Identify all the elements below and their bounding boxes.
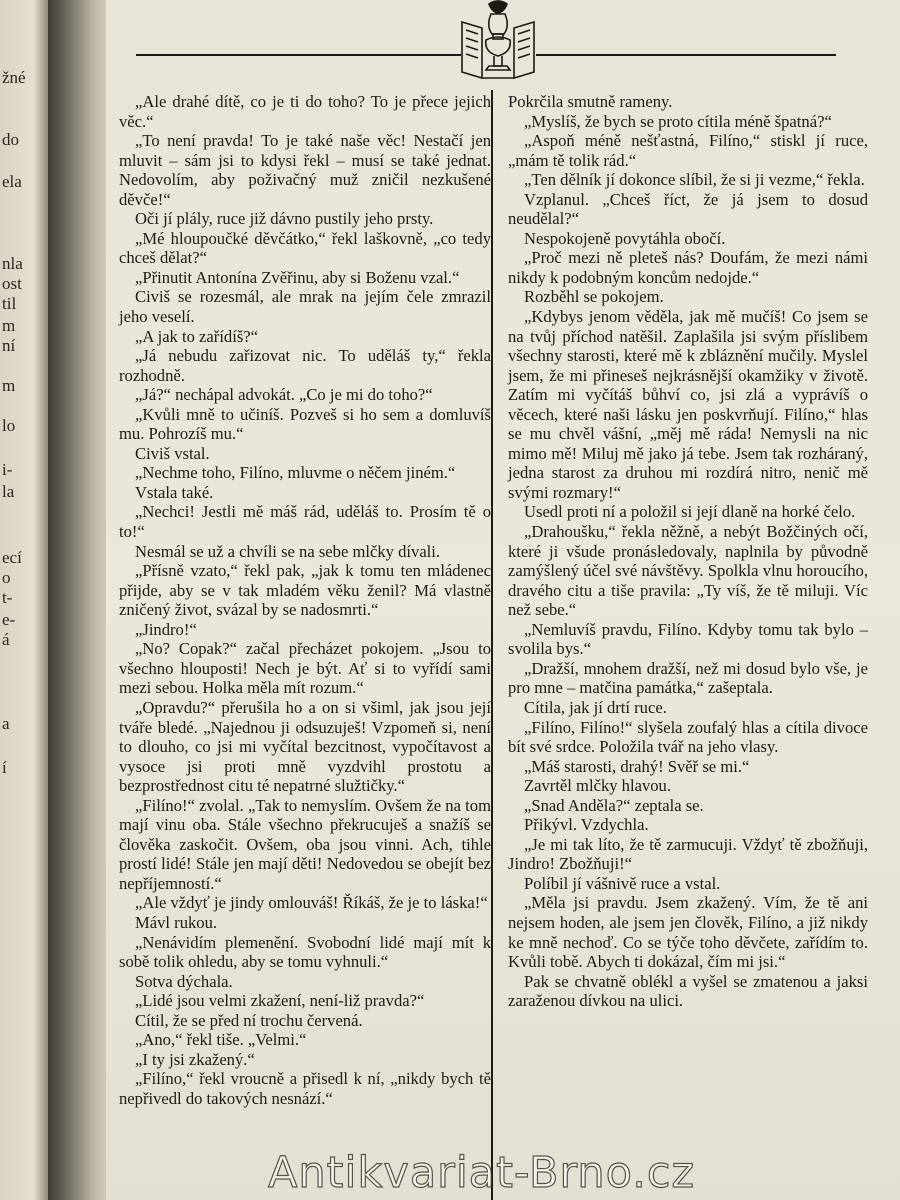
paragraph: „Ano,“ řekl tiše. „Velmi.“ bbox=[135, 1030, 307, 1050]
margin-fragment: a bbox=[2, 714, 10, 733]
paragraph: Nespokojeně povytáhla obočí. bbox=[524, 228, 726, 248]
paragraph: Pokrčila smutně rameny. bbox=[508, 92, 673, 111]
book-page bbox=[106, 0, 900, 1200]
paragraph: „Přísně vzato,“ řekl pak, „jak k tomu ten mládenec přijde, aby se v tak mladém věku ženil? Má vlastně zničený život, svázal by se nadosmrti.“ bbox=[119, 561, 491, 620]
margin-fragment: í bbox=[2, 758, 7, 777]
paragraph: Civiš vstal. bbox=[135, 443, 210, 463]
paragraph: Sotva dýchala. bbox=[135, 971, 233, 991]
paragraph: „Kvůli mně to učiníš. Pozveš si ho sem a domluvíš mu. Pohrozíš mu.“ bbox=[119, 404, 491, 444]
paragraph: „Přinutit Antonína Zvěřinu, aby si Boženu vzal.“ bbox=[135, 267, 460, 287]
paragraph: „I ty jsi zkažený.“ bbox=[135, 1049, 255, 1069]
paragraph: „Drahoušku,“ řekla něžně, a nebýt Božčiných očí, které ji všude pronásledovaly, naplnila by původně zamýšlený účel své návštěvy. Spolkla vlnu horoucího, dravého citu a tiše pravila: „Ty víš, že tě miluji. Víc než sebe.“ bbox=[508, 522, 868, 620]
paragraph: „Filíno!“ zvolal. „Tak to nemyslím. Ovšem že na tom mají vinu oba. Stále všechno překrucuješ a snažíš se člověka zaskočit. Ovšem, oba jsou vinni. Ach, tihle prostí lidé! Stále jen mají děti! Nedovedou se obejít bez nepříjemností.“ bbox=[119, 795, 491, 893]
margin-fragment: la bbox=[2, 482, 15, 501]
paragraph: Přikývl. Vzdychla. bbox=[524, 815, 649, 835]
right-text-column bbox=[508, 92, 868, 1011]
paragraph: „Myslíš, že bych se proto cítila méně špatná?“ bbox=[524, 111, 832, 131]
paragraph: „Nechme toho, Filíno, mluvme o něčem jiném.“ bbox=[135, 463, 456, 483]
paragraph: Nesmál se už a chvíli se na sebe mlčky dívali. bbox=[135, 541, 441, 561]
paragraph: „Proč mezi ně pleteš nás? Doufám, že mezi námi nikdy k podobným koncům nedojde.“ bbox=[508, 248, 868, 287]
book-gutter bbox=[48, 0, 110, 1200]
paragraph: „Filíno,“ řekl vroucně a přisedl k ní, „nikdy bych tě nepřivedl do takových nesnází.“ bbox=[119, 1069, 491, 1108]
paragraph: „Ale vždyť je jindy omlouváš! Říkáš, že je to láska!“ bbox=[135, 893, 488, 913]
paragraph: Cítila, jak jí drtí ruce. bbox=[524, 697, 667, 717]
margin-fragment: ní bbox=[2, 336, 16, 355]
paragraph: Usedl proti ní a položil si její dlaně na horké čelo. bbox=[524, 502, 856, 522]
margin-fragment: t- bbox=[2, 588, 13, 607]
paragraph: „To není pravda! To je také naše věc! Nestačí jen mluvit – sám jsi to kdysi řekl – musí se také jednat. Nedovolím, aby poživačný muž zničil nezkušené děvče!“ bbox=[119, 131, 491, 209]
margin-fragment: á bbox=[2, 630, 10, 649]
paragraph: „Máš starosti, drahý! Svěř se mi.“ bbox=[524, 756, 750, 776]
paragraph: „Je mi tak líto, že tě zarmucuji. Vždyť tě zbožňuji, Jindro! Zbožňuji!“ bbox=[508, 834, 868, 874]
paragraph: „Dražší, mnohem dražší, než mi dosud bylo vše, je pro mne – matčina památka,“ zašeptala. bbox=[508, 658, 868, 698]
header-rule-right bbox=[536, 54, 836, 56]
paragraph: „Jindro!“ bbox=[135, 619, 197, 639]
margin-fragment: o bbox=[2, 568, 11, 587]
paragraph: „Kdybys jenom věděla, jak mě mučíš! Co jsem se na tvůj příchod natěšil. Zaplašila jsi svým příslibem všechny starosti, které mě k zbláznění mučily. Myslel jsem, že mi přineseš nejkrásnější okamžiky v životě. Zatím mi vyčítáš bůhví co, jsi zlá a vyprávíš o věcech, které naši lásku jen poskvrňují. Filíno,“ hlas se mu chvěl vášní, „měj mě ráda! Nemysli na nic mimo mě! Miluj mě jako já tebe. Jsem tak rozháraný, jedna starost za druhou mi rozdírá nitro, nenič mě svými rozmary!“ bbox=[508, 307, 868, 502]
margin-fragment: til bbox=[2, 294, 17, 313]
margin-fragment: do bbox=[2, 130, 19, 149]
margin-fragment: žné bbox=[2, 68, 26, 87]
paragraph: Oči jí plály, ruce již dávno pustily jeho prsty. bbox=[135, 209, 434, 229]
paragraph: „Já?“ nechápal advokát. „Co je mi do toho?“ bbox=[135, 385, 433, 405]
facing-page-edge bbox=[0, 0, 48, 1200]
margin-fragment: nla bbox=[2, 254, 23, 273]
paragraph: „Mé hloupoučké děvčátko,“ řekl laškovně, „co tedy chceš dělat?“ bbox=[119, 228, 491, 268]
margin-fragment: lo bbox=[2, 416, 16, 435]
paragraph: „Já nebudu zařizovat nic. To uděláš ty,“ řekla rozhodně. bbox=[119, 346, 491, 385]
paragraph: Vstala také. bbox=[135, 482, 214, 502]
paragraph: „Aspoň méně nešťastná, Filíno,“ stiskl jí ruce, „mám tě tolik rád.“ bbox=[508, 131, 868, 170]
margin-fragment: ecí bbox=[2, 548, 22, 567]
paragraph: „Nemluvíš pravdu, Filíno. Kdyby tomu tak bylo – svolila bys.“ bbox=[508, 619, 868, 659]
margin-fragment: ost bbox=[2, 274, 22, 293]
oil-lamp-ornament-icon bbox=[458, 0, 538, 82]
paragraph: „Snad Anděla?“ zeptala se. bbox=[524, 795, 704, 815]
paragraph: „Filíno, Filíno!“ slyšela zoufalý hlas a cítila divoce bít své srdce. Položila tvář na jeho vlasy. bbox=[508, 717, 868, 757]
paragraph: Zavrtěl mlčky hlavou. bbox=[524, 776, 671, 796]
paragraph: Políbil jí vášnivě ruce a vstal. bbox=[524, 873, 721, 893]
paragraph: „Nenávidím plemenění. Svobodní lidé mají mít k sobě tolik ohledu, aby se tomu vyhnuli.“ bbox=[119, 932, 491, 972]
paragraph: „A jak to zařídíš?“ bbox=[135, 326, 259, 346]
margin-fragment: m bbox=[2, 376, 16, 395]
paragraph: Mávl rukou. bbox=[135, 912, 218, 932]
paragraph: „Měla jsi pravdu. Jsem zkažený. Vím, že tě ani nejsem hoden, ale jsem jen člověk, Filíno, a již nikdy ke mně nechoď. Co se týče toho děvčete, zařídím to. Kvůli tobě. Abych ti dokázal, čím mi jsi.“ bbox=[508, 893, 868, 972]
margin-fragment: m bbox=[2, 316, 16, 335]
watermark: Antikvariat-Brno.cz bbox=[268, 1148, 696, 1198]
paragraph: „Ale drahé dítě, co je ti do toho? To je přece jejich věc.“ bbox=[119, 92, 491, 131]
header-rule-left bbox=[136, 54, 461, 56]
paragraph: Pak se chvatně oblékl a vyšel se zmatenou a jaksi zaraženou dívkou na ulici. bbox=[508, 971, 868, 1011]
margin-fragment: e- bbox=[2, 610, 16, 629]
margin-fragment: ela bbox=[2, 172, 22, 191]
left-text-column bbox=[119, 92, 491, 1108]
paragraph: Civiš se rozesmál, ale mrak na jejím čele zmrazil jeho veselí. bbox=[119, 287, 491, 327]
paragraph: „No? Copak?“ začal přecházet pokojem. „Jsou to všechno hlouposti! Nech je být. Ať si to vyřídí sami mezi sebou. Holka měla mít rozum.“ bbox=[119, 639, 491, 698]
paragraph: Cítil, že se před ní trochu červená. bbox=[135, 1010, 363, 1030]
paragraph: „Nechci! Jestli mě máš rád, uděláš to. Prosím tě o to!“ bbox=[119, 502, 491, 542]
paragraph: „Opravdu?“ přerušila ho a on si všiml, jak jsou její tváře bledé. „Najednou ji odsuzuješ! Vzpomeň si, není to dlouho, co jsi mi vyčítal bezcitnost, vypočítavost a vysoce jsi proti mně vyzdvihl prostotu a bezprostřednost citu té nepatrné služtičky.“ bbox=[119, 697, 491, 796]
margin-fragment: i- bbox=[2, 460, 13, 479]
paragraph: „Ten dělník jí dokonce slíbil, že si ji vezme,“ řekla. bbox=[524, 170, 865, 190]
paragraph: Rozběhl se pokojem. bbox=[524, 287, 664, 307]
paragraph: „Lidé jsou velmi zkažení, není-liž pravda?“ bbox=[135, 991, 425, 1011]
paragraph: Vzplanul. „Chceš říct, že já jsem to dosud neudělal?“ bbox=[508, 189, 868, 229]
column-divider bbox=[491, 90, 493, 1200]
